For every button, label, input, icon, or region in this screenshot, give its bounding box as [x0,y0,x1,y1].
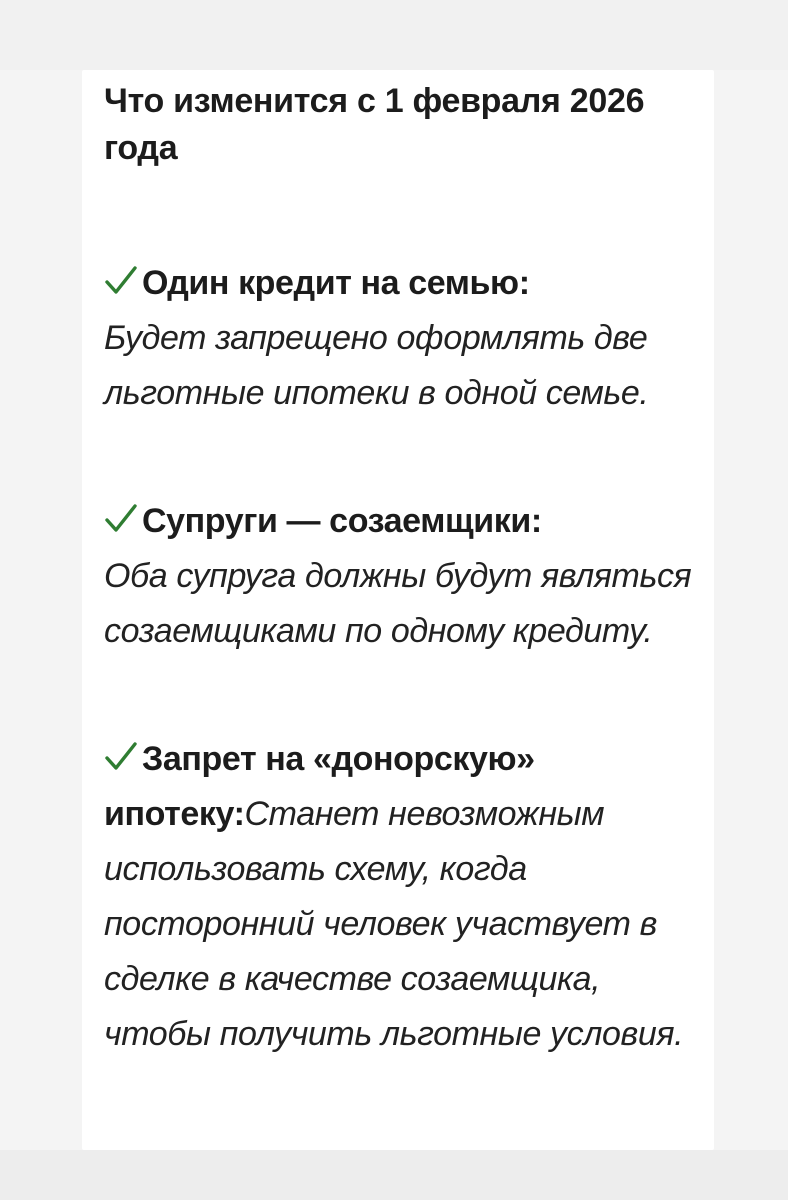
section-body: Оба супруга должны будут являться созаемщиками по одному кредиту. [104,557,692,650]
check-mark-icon [104,740,138,774]
document-content [104,78,704,1062]
section-one-credit [104,256,704,421]
section-body: Будет запрещено оформлять две льготные ипотеки в одной семье. [104,319,649,412]
section-heading: Супруги — созаемщики: [142,502,542,540]
section-heading: Один кредит на семью: [142,264,530,302]
section-donor-mortgage [104,732,704,1062]
check-mark-icon [104,264,138,298]
document-title: Что изменится с 1 февраля 2026 года [104,82,645,167]
bottom-background-strip [0,1150,788,1200]
top-background-strip [0,0,788,70]
section-heading: Запрет на «донорскую» ипотеку: [104,740,535,833]
section-spouses [104,494,704,659]
check-mark-icon [104,502,138,536]
section-body: Станет невозможным использовать схему, когда посторонний человек участвует в сделке в качестве созаемщика, чтобы получить льготные условия. [104,795,684,1053]
